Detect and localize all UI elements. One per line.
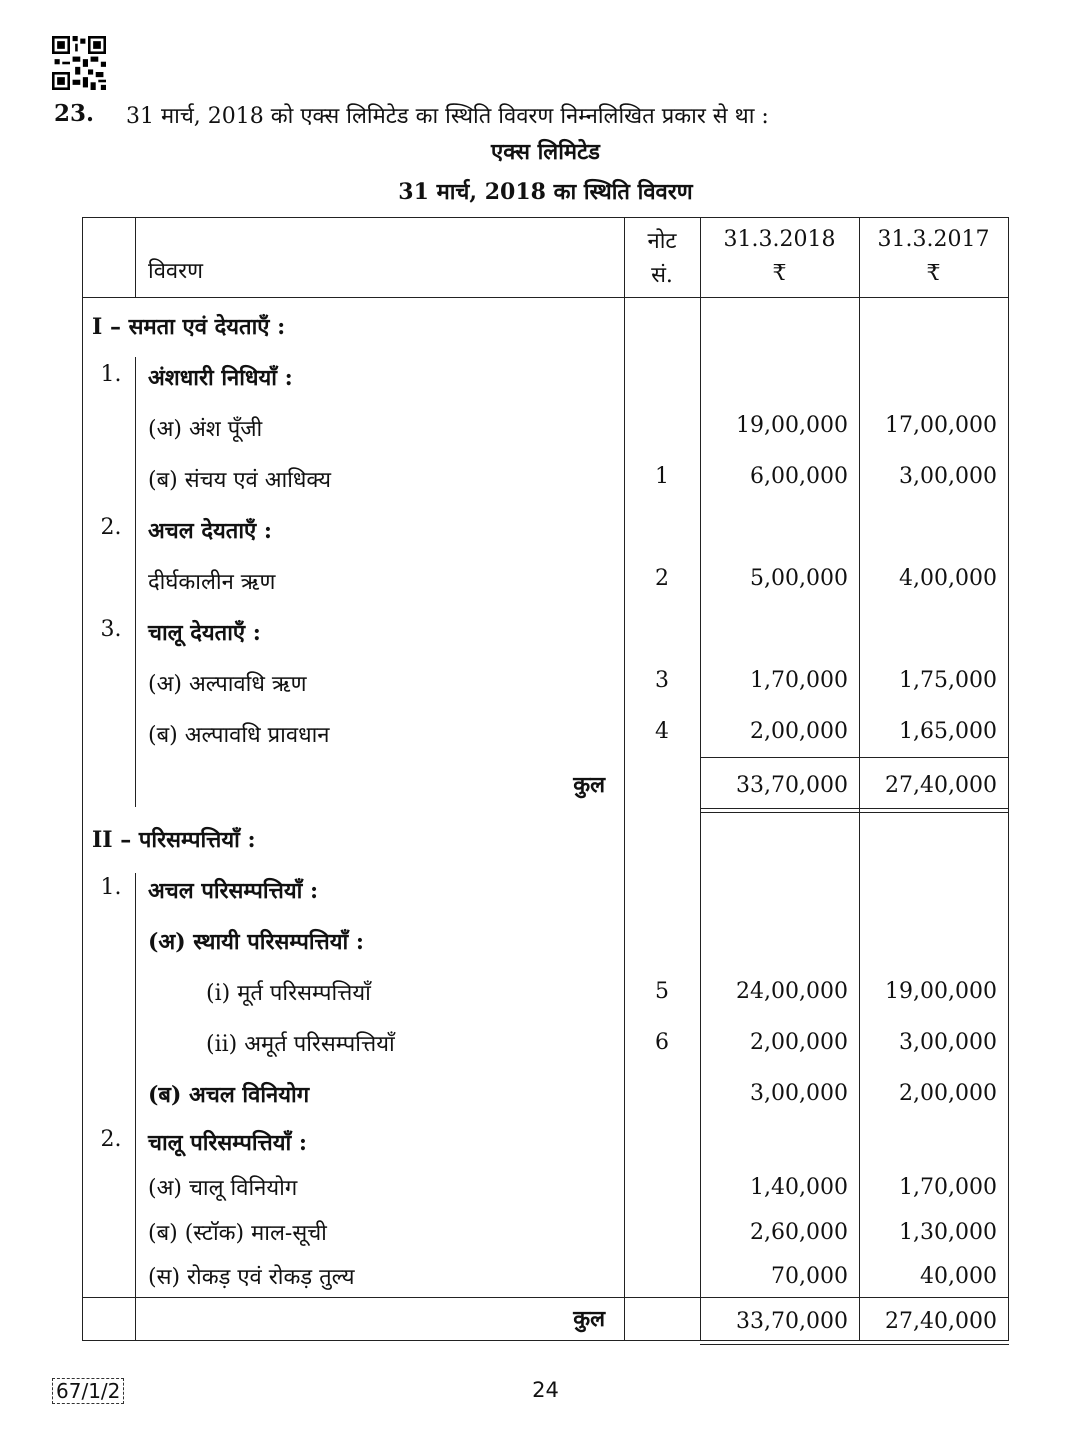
- row-label: (अ) स्थायी परिसम्पत्तियाँ :: [148, 929, 364, 955]
- row-note: 5: [655, 979, 669, 1004]
- row-value-2017: 17,00,000: [885, 413, 997, 438]
- row-value-2017: 3,00,000: [899, 464, 997, 489]
- row-note: 2: [655, 566, 669, 591]
- row-value-2017: 1,30,000: [899, 1220, 997, 1245]
- section-liabilities-label: I – समता एवं देयताएँ :: [92, 314, 286, 340]
- row-label: (अ) अल्पावधि ऋण: [148, 672, 307, 697]
- header-note-line2: सं.: [651, 263, 673, 288]
- assets-total-label: कुल: [573, 1306, 605, 1332]
- row-note: 4: [655, 719, 669, 744]
- row-value-2017: 19,00,000: [885, 979, 997, 1004]
- statement-title: 31 मार्च, 2018 का स्थिति विवरण: [398, 179, 693, 205]
- header-year-2017: 31.3.2017: [877, 227, 990, 252]
- row-value-2018: 19,00,000: [736, 413, 848, 438]
- row-value-2017: 1,75,000: [899, 668, 997, 693]
- question-text: 31 मार्च, 2018 को एक्स लिमिटेड का स्थिति विवरण निम्नलिखित प्रकार से था :: [126, 104, 769, 129]
- row-number: 2.: [100, 515, 122, 540]
- qr-code-icon: [52, 36, 106, 90]
- assets-total-2017: 27,40,000: [885, 1309, 997, 1334]
- row-number: 2.: [100, 1127, 122, 1152]
- header-currency-2017: ₹: [926, 261, 941, 286]
- section-assets-label: II – परिसम्पत्तियाँ :: [92, 827, 256, 853]
- row-value-2017: 1,65,000: [899, 719, 997, 744]
- row-value-2018: 3,00,000: [750, 1081, 848, 1106]
- row-note: 3: [655, 668, 669, 693]
- row-value-2018: 1,40,000: [750, 1175, 848, 1200]
- page-number: 24: [532, 1378, 559, 1402]
- row-value-2018: 24,00,000: [736, 979, 848, 1004]
- row-value-2018: 2,60,000: [750, 1220, 848, 1245]
- liabilities-total-2017: 27,40,000: [885, 773, 997, 798]
- header-note-line1: नोट: [647, 229, 677, 254]
- row-value-2017: 3,00,000: [899, 1030, 997, 1055]
- row-label: अंशधारी निधियाँ :: [148, 365, 293, 391]
- company-title: एक्स लिमिटेड: [491, 139, 600, 165]
- paper-code: 67/1/2: [52, 1378, 124, 1404]
- row-label: (ब) अचल विनियोग: [148, 1082, 310, 1108]
- row-label: (ब) संचय एवं आधिक्य: [148, 468, 331, 493]
- row-value-2018: 1,70,000: [750, 668, 848, 693]
- row-number: 3.: [100, 617, 122, 642]
- row-value-2018: 5,00,000: [750, 566, 848, 591]
- balance-sheet-table: [82, 217, 1009, 1341]
- question-number: 23.: [54, 100, 95, 127]
- row-label: चालू परिसम्पत्तियाँ :: [148, 1130, 307, 1156]
- row-label: अचल देयताएँ :: [148, 518, 272, 544]
- row-value-2018: 70,000: [771, 1264, 848, 1289]
- row-value-2017: 40,000: [920, 1264, 997, 1289]
- row-label: (अ) अंश पूँजी: [148, 417, 263, 442]
- header-year-2018: 31.3.2018: [723, 227, 836, 252]
- row-value-2017: 2,00,000: [899, 1081, 997, 1106]
- row-value-2018: 6,00,000: [750, 464, 848, 489]
- row-label: (अ) चालू विनियोग: [148, 1176, 298, 1201]
- row-label: (i) मूर्त परिसम्पत्तियाँ: [206, 981, 371, 1006]
- row-label: दीर्घकालीन ऋण: [148, 570, 276, 595]
- liabilities-total-2018: 33,70,000: [736, 773, 848, 798]
- liabilities-total-label: कुल: [573, 772, 605, 798]
- row-note: 6: [655, 1030, 669, 1055]
- row-label: अचल परिसम्पत्तियाँ :: [148, 878, 319, 904]
- row-value-2018: 2,00,000: [750, 719, 848, 744]
- row-note: 1: [655, 464, 669, 489]
- row-number: 1.: [100, 875, 122, 900]
- row-label: चालू देयताएँ :: [148, 620, 261, 646]
- assets-total-2018: 33,70,000: [736, 1309, 848, 1334]
- row-label: (स) रोकड़ एवं रोकड़ तुल्य: [148, 1265, 355, 1290]
- row-label: (ब) (स्टॉक) माल-सूची: [148, 1221, 327, 1246]
- row-value-2017: 4,00,000: [899, 566, 997, 591]
- row-label: (ब) अल्पावधि प्रावधान: [148, 723, 330, 748]
- row-value-2017: 1,70,000: [899, 1175, 997, 1200]
- row-number: 1.: [100, 362, 122, 387]
- header-currency-2018: ₹: [772, 261, 787, 286]
- header-particulars: विवरण: [148, 259, 204, 284]
- row-value-2018: 2,00,000: [750, 1030, 848, 1055]
- row-label: (ii) अमूर्त परिसम्पत्तियाँ: [206, 1032, 395, 1057]
